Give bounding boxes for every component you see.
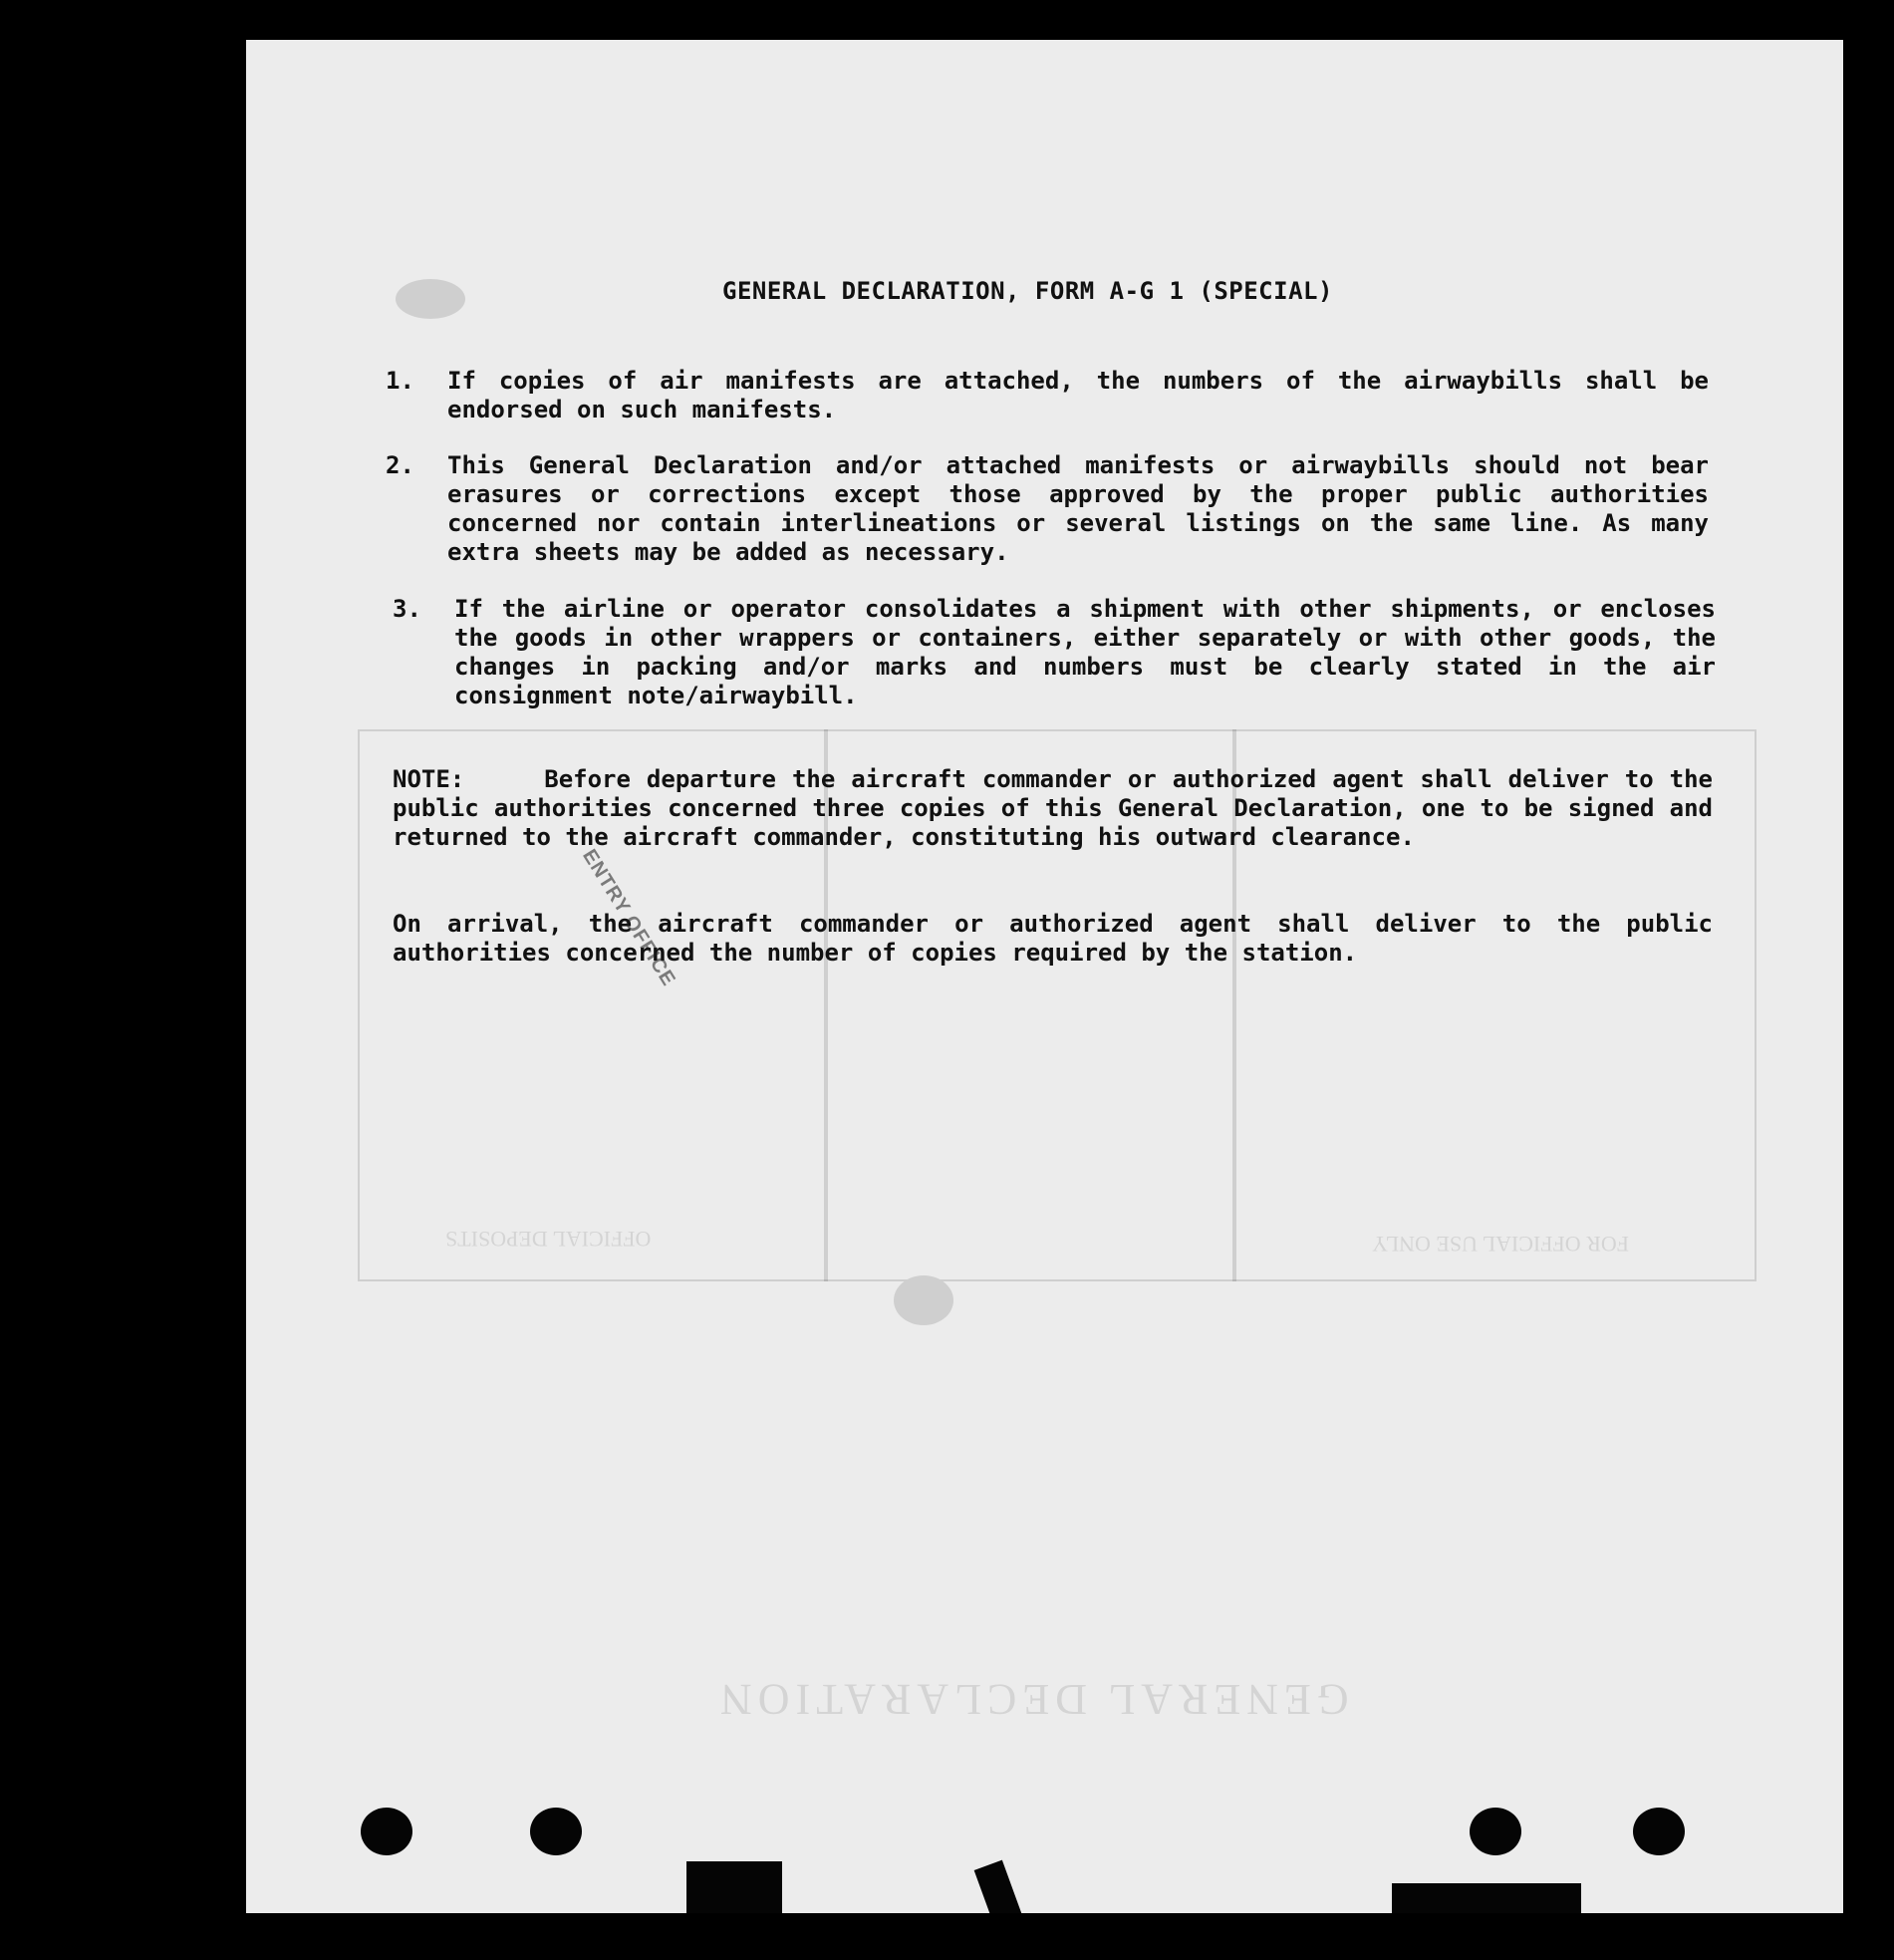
note-label: NOTE:	[393, 765, 465, 793]
ghost-heading: GENERAL DECLARATION	[714, 1675, 1349, 1724]
note-paragraph	[393, 765, 1713, 852]
note-text: Before departure the aircraft commander or authorized agent shall deliver to the public authorities concerned three copies of this General Declaration, one to be signed and returned to the aircraft commander, constituting his outward clearance.	[393, 765, 1713, 851]
document-page	[246, 40, 1843, 1913]
arrival-paragraph: On arrival, the aircraft commander or authorized agent shall deliver to the public authorities concerned the number of copies required by the station.	[393, 910, 1713, 967]
punch-hole-icon	[1633, 1808, 1685, 1855]
punch-hole-icon	[1470, 1808, 1521, 1855]
binding-tab	[1392, 1883, 1581, 1913]
item-number: 2.	[386, 451, 414, 479]
binding-tab	[686, 1861, 782, 1913]
item-number: 1.	[386, 367, 414, 395]
entry-stamp: ENTRY OFFICE	[578, 845, 680, 990]
page-title: GENERAL DECLARATION, FORM A-G 1 (SPECIAL)	[722, 277, 1333, 305]
punch-hole-icon	[530, 1808, 582, 1855]
ghost-official-deposits: OFFICIAL DEPOSITS	[445, 1227, 652, 1252]
item-text: If the airline or operator consolidates a shipment with other shipments, or encloses the goods in other wrappers or containers, either separately or with other goods, the changes in packing and/or marks and numbers must be clearly stated in the air consignment note/airwaybill.	[454, 595, 1716, 709]
ghost-official-use: FOR OFFICIAL USE ONLY	[1372, 1232, 1629, 1257]
document-body	[246, 40, 1843, 1913]
item-text: If copies of air manifests are attached, the numbers of the airwaybills shall be endorsed on such manifests.	[447, 367, 1709, 423]
punch-hole-icon	[361, 1808, 412, 1855]
item-text: This General Declaration and/or attached manifests or airwaybills should not bear erasures or corrections except those approved by the proper public authorities concerned nor contain interlineations or several listings on the same line. As many extra sheets may be added as necessary.	[447, 451, 1709, 566]
item-number: 3.	[393, 595, 421, 623]
